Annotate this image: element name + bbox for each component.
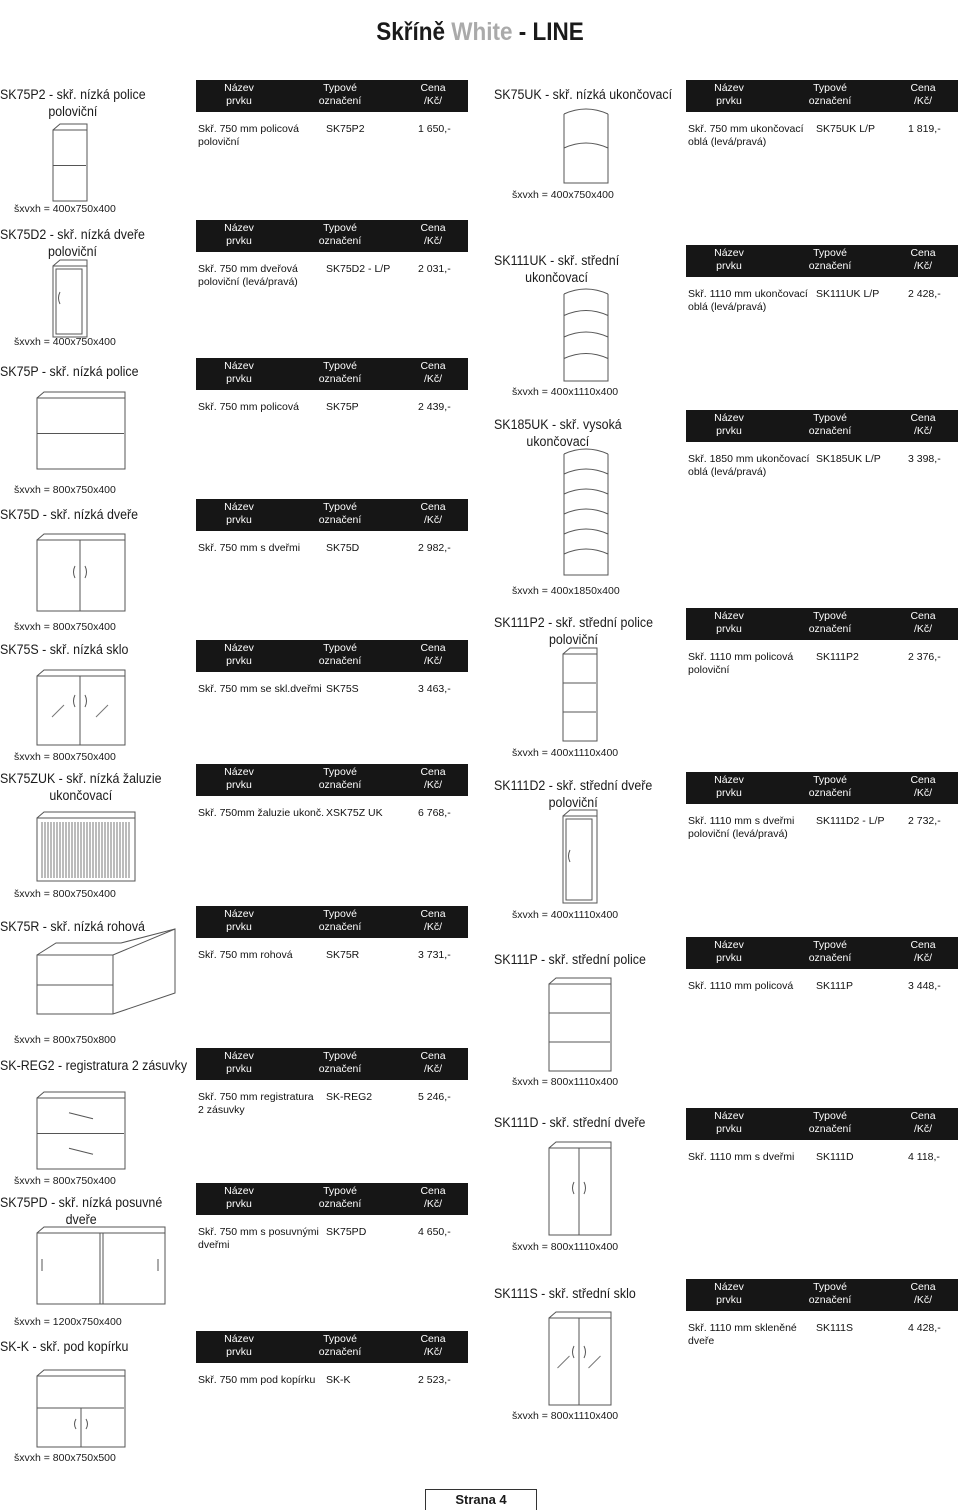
price-table [196,220,468,300]
header-name: Název prvku [714,610,744,635]
drawer-cabinet-icon [36,1090,126,1175]
header-price: Cena /Kč/ [420,501,446,526]
half-open-shelf-icon [52,122,88,207]
price-table [196,1331,468,1411]
item-code: SK111UK L/P [816,288,880,300]
title-part3: - LINE [518,18,584,46]
item-price: 6 768,- [418,807,451,819]
header-type: Typové označení [318,82,362,107]
rounded-end-shelf-tall-icon [562,446,610,581]
header-name: Název prvku [224,222,254,247]
item-description: Skř. 750 mm pod kopírku [198,1374,316,1386]
header-name: Název prvku [224,908,254,933]
item-code: SK75PD [326,1226,367,1238]
door-cabinet-icon [36,532,126,617]
price-table [196,764,468,844]
product-name: SK75S - skř. nízká sklo [0,642,129,657]
header-type: Typové označení [318,360,362,385]
item-price: 2 523,- [418,1374,451,1386]
header-name: Název prvku [224,501,254,526]
product-name: SK75P - skř. nízká police [0,364,139,379]
header-type: Typové označení [808,939,852,964]
item-price: 2 732,- [908,815,941,827]
header-type: Typové označení [808,774,852,799]
product-dimensions: šxvxh = 800x1110x400 [512,1241,619,1253]
product-name: SK111UK - skř. střední ukončovací [494,253,620,285]
title-part2: White [451,18,513,46]
item-code: SK75D [326,542,360,554]
item-price: 2 439,- [418,401,451,413]
product-name: SK111S - skř. střední sklo [494,1286,636,1301]
half-door-cabinet-mid-icon [562,808,598,909]
header-name: Název prvku [224,766,254,791]
header-price: Cena /Kč/ [910,1110,936,1135]
item-code: SK75D2 - L/P [326,263,391,275]
product-name: SK111P - skř. střední police [494,952,646,967]
product-name: SK111D2 - skř. střední dveře poloviční [494,778,653,810]
product-dimensions: šxvxh = 800x1110x400 [512,1410,619,1422]
rounded-end-shelf-icon [562,106,610,189]
item-code: SK75UK L/P [816,123,875,135]
header-price: Cena /Kč/ [420,82,446,107]
item-description: Skř. 1110 mm s dveřmi [688,1151,795,1163]
product-name: SK75R - skř. nízká rohová [0,919,145,934]
header-type: Typové označení [808,412,852,437]
item-price: 4 650,- [418,1226,451,1238]
item-price: 3 448,- [908,980,941,992]
item-description: Skř. 750 mm rohová [198,949,293,961]
price-table [686,937,958,1017]
header-type: Typové označení [318,1333,362,1358]
price-table [196,1183,468,1263]
header-type: Typové označení [808,1110,852,1135]
header-type: Typové označení [808,247,852,272]
price-table [196,358,468,438]
header-name: Název prvku [714,1281,744,1306]
header-type: Typové označení [318,642,362,667]
header-price: Cena /Kč/ [420,766,446,791]
header-name: Název prvku [714,247,744,272]
product-dimensions: šxvxh = 800x750x400 [14,484,116,496]
header-price: Cena /Kč/ [420,1333,446,1358]
header-price: Cena /Kč/ [910,774,936,799]
price-table [196,640,468,720]
product-dimensions: šxvxh = 800x750x400 [14,1175,116,1187]
item-price: 3 731,- [418,949,451,961]
header-price: Cena /Kč/ [420,222,446,247]
header-name: Název prvku [714,412,744,437]
item-description: Skř. 750 mm s dveřmi [198,542,301,554]
item-code: SK111P [816,980,853,992]
header-type: Typové označení [318,501,362,526]
item-price: 2 982,- [418,542,451,554]
item-description: Skř. 750 mm policová [198,401,299,413]
product-dimensions: šxvxh = 800x750x400 [14,751,116,763]
price-table [196,499,468,579]
header-name: Název prvku [224,360,254,385]
item-price: 3 398,- [908,453,941,465]
price-table [686,1108,958,1188]
item-code: SK75S [326,683,359,695]
product-name: SK185UK - skř. vysoká ukončovací [494,417,622,449]
product-dimensions: šxvxh = 400x750x400 [14,336,116,348]
item-description: Skř. 1110 mm policová [688,980,794,992]
item-price: 1 819,- [908,123,941,135]
product-name: SK75D2 - skř. nízká dveře poloviční [0,227,145,259]
header-name: Název prvku [714,82,744,107]
header-type: Typové označení [318,222,362,247]
item-code: SK111P2 [816,651,859,663]
product-dimensions: šxvxh = 400x1850x400 [512,585,620,597]
item-description: Skř. 750 mm s posuvnými dveřmi [198,1226,319,1251]
price-table [686,245,958,325]
header-price: Cena /Kč/ [910,1281,936,1306]
product-name: SK75ZUK - skř. nízká žaluzie ukončovací [0,771,162,803]
item-code: SK111D2 - L/P [816,815,885,827]
header-price: Cena /Kč/ [910,610,936,635]
price-table [196,1048,468,1128]
product-dimensions: šxvxh = 1200x750x400 [14,1316,122,1328]
header-name: Název prvku [714,939,744,964]
copier-cabinet-icon [36,1368,126,1453]
product-dimensions: šxvxh = 400x750x400 [512,189,614,201]
product-name: SK-REG2 - registratura 2 zásuvky [0,1058,188,1073]
header-name: Název prvku [224,1185,254,1210]
product-name: SK111P2 - skř. střední police poloviční [494,615,654,647]
price-table [686,1279,958,1359]
header-price: Cena /Kč/ [910,939,936,964]
header-price: Cena /Kč/ [420,360,446,385]
item-price: 4 118,- [908,1151,940,1163]
item-code: XSK75Z UK [326,807,383,819]
header-price: Cena /Kč/ [910,247,936,272]
price-table [686,80,958,160]
product-dimensions: šxvxh = 800x750x500 [14,1452,116,1464]
header-type: Typové označení [808,82,852,107]
open-shelf-mid-icon [548,976,612,1077]
item-description: Skř. 750 mm se skl.dveřmi [198,683,322,695]
header-type: Typové označení [808,610,852,635]
header-price: Cena /Kč/ [420,1050,446,1075]
price-table [686,772,958,852]
header-price: Cena /Kč/ [420,642,446,667]
header-type: Typové označení [318,1050,362,1075]
product-dimensions: šxvxh = 800x750x400 [14,621,116,633]
page-number: Strana 4 [425,1489,537,1510]
header-type: Typové označení [808,1281,852,1306]
header-price: Cena /Kč/ [420,1185,446,1210]
item-price: 1 650,- [418,123,451,135]
glass-door-cabinet-mid-icon [548,1310,612,1411]
header-name: Název prvku [714,774,744,799]
product-name: SK75UK - skř. nízká ukončovací [494,87,673,102]
item-code: SK111S [816,1322,853,1334]
item-code: SK-K [326,1374,351,1386]
item-description: Skř. 750 mm dveřová poloviční (levá/pravá) [198,263,298,288]
header-name: Název prvku [224,1333,254,1358]
title-part1: Skříně [376,18,446,46]
product-dimensions: šxvxh = 800x750x400 [14,888,116,900]
item-price: 3 463,- [418,683,451,695]
item-price: 4 428,- [908,1322,941,1334]
header-name: Název prvku [224,642,254,667]
price-table [686,608,958,688]
header-type: Typové označení [318,766,362,791]
header-name: Název prvku [714,1110,744,1135]
product-name: SK75PD - skř. nízká posuvné dveře [0,1195,163,1227]
door-cabinet-mid-icon [548,1140,612,1241]
half-open-shelf-mid-icon [562,646,598,747]
item-code: SK75P2 [326,123,365,135]
product-name: SK-K - skř. pod kopírku [0,1339,129,1354]
price-table [196,80,468,160]
sliding-door-cabinet-icon [36,1225,166,1310]
tambour-cabinet-icon [36,810,136,887]
item-description: Skř. 1110 mm policová poloviční [688,651,794,676]
page-title [48,18,912,47]
product-dimensions: šxvxh = 400x1110x400 [512,386,619,398]
product-dimensions: šxvxh = 800x1110x400 [512,1076,619,1088]
open-shelf-icon [36,390,126,475]
half-door-cabinet-icon [52,258,88,343]
item-code: SK75R [326,949,360,961]
product-name: SK75P2 - skř. nízká police poloviční [0,87,146,119]
product-dimensions: šxvxh = 800x750x800 [14,1034,116,1046]
rounded-end-shelf-mid-icon [562,286,610,387]
item-description: Skř. 1850 mm ukončovací oblá (levá/pravá) [688,453,810,478]
header-name: Název prvku [224,1050,254,1075]
item-code: SK111D [816,1151,854,1163]
header-price: Cena /Kč/ [910,82,936,107]
header-type: Typové označení [318,908,362,933]
item-description: Skř. 750 mm policová poloviční [198,123,299,148]
item-price: 2 376,- [908,651,941,663]
item-price: 5 246,- [418,1091,451,1103]
item-code: SK-REG2 [326,1091,373,1103]
item-description: Skř. 750 mm ukončovací oblá (levá/pravá) [688,123,804,148]
product-name: SK111D - skř. střední dveře [494,1115,646,1130]
header-price: Cena /Kč/ [910,412,936,437]
item-description: Skř. 1110 mm ukončovací oblá (levá/pravá) [688,288,808,313]
product-dimensions: šxvxh = 400x1110x400 [512,909,619,921]
corner-cabinet-icon [36,925,176,1020]
glass-door-cabinet-icon [36,668,126,751]
item-description: Skř. 750mm žaluzie ukonč. [198,807,325,819]
price-table [196,906,468,986]
product-name: SK75D - skř. nízká dveře [0,507,139,522]
product-dimensions: šxvxh = 400x750x400 [14,203,116,215]
price-table [686,410,958,490]
item-price: 2 031,- [418,263,451,275]
header-price: Cena /Kč/ [420,908,446,933]
header-name: Název prvku [224,82,254,107]
item-description: Skř. 1110 mm s dveřmi poloviční (levá/pravá) [688,815,795,840]
item-description: Skř. 750 mm registratura 2 zásuvky [198,1091,314,1116]
header-type: Typové označení [318,1185,362,1210]
item-description: Skř. 1110 mm skleněné dveře [688,1322,797,1347]
item-code: SK75P [326,401,359,413]
item-price: 2 428,- [908,288,941,300]
item-code: SK185UK L/P [816,453,881,465]
product-dimensions: šxvxh = 400x1110x400 [512,747,619,759]
